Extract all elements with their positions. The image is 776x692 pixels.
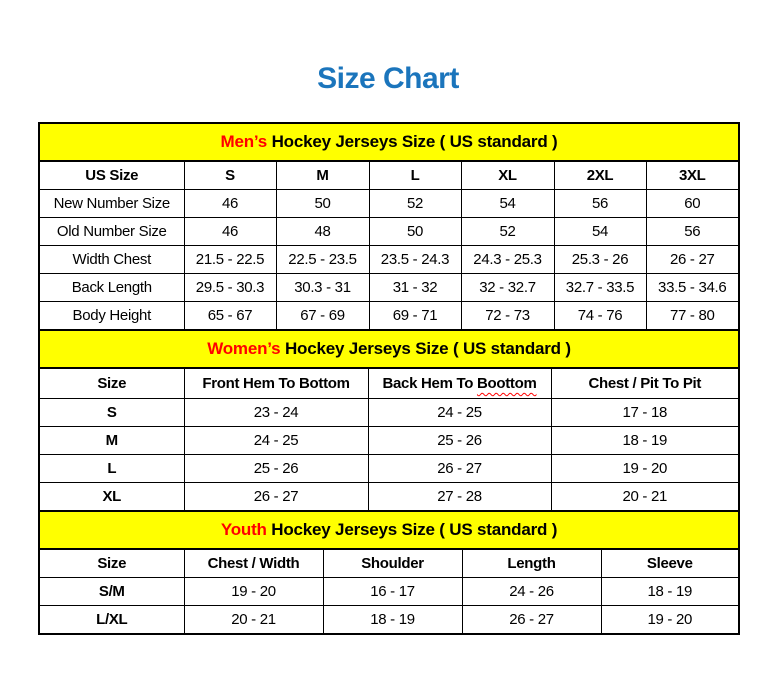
cell: 65 - 67 — [184, 302, 276, 331]
table-row — [39, 190, 739, 218]
row-label: S — [39, 399, 184, 427]
womens-header-row — [39, 368, 739, 399]
column-header-back-hem — [368, 368, 551, 399]
cell: 26 - 27 — [184, 483, 368, 512]
cell: 19 - 20 — [184, 578, 323, 606]
row-label: M — [39, 427, 184, 455]
cell: 20 - 21 — [551, 483, 739, 512]
cell: 24 - 25 — [368, 399, 551, 427]
table-row — [39, 483, 739, 512]
cell: 24.3 - 25.3 — [461, 246, 554, 274]
table-row — [39, 302, 739, 331]
cell: 29.5 - 30.3 — [184, 274, 276, 302]
row-label: S/M — [39, 578, 184, 606]
page-title: Size Chart — [317, 62, 459, 95]
cell: 48 — [276, 218, 369, 246]
table-row — [39, 578, 739, 606]
cell: 50 — [276, 190, 369, 218]
womens-section-title-highlight: Women’s — [207, 339, 281, 358]
womens-size-table — [38, 329, 740, 512]
cell: 77 - 80 — [646, 302, 739, 331]
row-label: New Number Size — [39, 190, 184, 218]
cell: 56 — [646, 218, 739, 246]
column-header: Front Hem To Bottom — [184, 368, 368, 399]
cell: 54 — [461, 190, 554, 218]
cell: 27 - 28 — [368, 483, 551, 512]
cell: 26 - 27 — [646, 246, 739, 274]
row-label: Back Length — [39, 274, 184, 302]
size-chart-tables — [38, 122, 738, 635]
mens-section-title-rest: Hockey Jerseys Size ( US standard ) — [267, 132, 558, 151]
table-row — [39, 218, 739, 246]
table-row — [39, 455, 739, 483]
cell: 46 — [184, 218, 276, 246]
cell: 18 - 19 — [323, 606, 462, 635]
womens-section-title — [39, 330, 739, 368]
cell: 54 — [554, 218, 646, 246]
table-row — [39, 399, 739, 427]
table-row — [39, 427, 739, 455]
cell: 22.5 - 23.5 — [276, 246, 369, 274]
column-header: L — [369, 161, 461, 190]
column-header: S — [184, 161, 276, 190]
cell: 25 - 26 — [368, 427, 551, 455]
cell: 20 - 21 — [184, 606, 323, 635]
cell: 50 — [369, 218, 461, 246]
back-hem-misspelled-word: Boottom — [476, 375, 537, 392]
column-header: Size — [39, 368, 184, 399]
mens-section-title-highlight: Men’s — [220, 132, 268, 151]
cell: 24 - 26 — [462, 578, 601, 606]
cell: 21.5 - 22.5 — [184, 246, 276, 274]
column-header: Chest / Pit To Pit — [551, 368, 739, 399]
table-row — [39, 246, 739, 274]
cell: 46 — [184, 190, 276, 218]
cell: 24 - 25 — [184, 427, 368, 455]
youth-section-title-highlight: Youth — [220, 520, 267, 539]
column-header: Chest / Width — [184, 549, 323, 578]
youth-header-row — [39, 549, 739, 578]
mens-size-table — [38, 122, 740, 331]
cell: 69 - 71 — [369, 302, 461, 331]
womens-section-title-rest: Hockey Jerseys Size ( US standard ) — [280, 339, 571, 358]
cell: 18 - 19 — [551, 427, 739, 455]
column-header: XL — [461, 161, 554, 190]
mens-header-row — [39, 161, 739, 190]
womens-section-band — [39, 330, 739, 368]
cell: 33.5 - 34.6 — [646, 274, 739, 302]
youth-section-title — [39, 511, 739, 549]
table-row — [39, 606, 739, 635]
cell: 31 - 32 — [369, 274, 461, 302]
column-header: 3XL — [646, 161, 739, 190]
youth-section-band — [39, 511, 739, 549]
row-label: Old Number Size — [39, 218, 184, 246]
cell: 26 - 27 — [368, 455, 551, 483]
cell: 25.3 - 26 — [554, 246, 646, 274]
cell: 19 - 20 — [551, 455, 739, 483]
row-label: L/XL — [39, 606, 184, 635]
table-row — [39, 274, 739, 302]
cell: 67 - 69 — [276, 302, 369, 331]
cell: 19 - 20 — [601, 606, 739, 635]
youth-size-table — [38, 510, 740, 635]
column-header: Length — [462, 549, 601, 578]
cell: 17 - 18 — [551, 399, 739, 427]
cell: 72 - 73 — [461, 302, 554, 331]
column-header: 2XL — [554, 161, 646, 190]
row-label: XL — [39, 483, 184, 512]
column-header: M — [276, 161, 369, 190]
cell: 30.3 - 31 — [276, 274, 369, 302]
cell: 23 - 24 — [184, 399, 368, 427]
cell: 74 - 76 — [554, 302, 646, 331]
cell: 26 - 27 — [462, 606, 601, 635]
row-label: Width Chest — [39, 246, 184, 274]
cell: 32 - 32.7 — [461, 274, 554, 302]
row-label: L — [39, 455, 184, 483]
cell: 23.5 - 24.3 — [369, 246, 461, 274]
cell: 52 — [369, 190, 461, 218]
cell: 52 — [461, 218, 554, 246]
cell: 32.7 - 33.5 — [554, 274, 646, 302]
column-header: Shoulder — [323, 549, 462, 578]
cell: 18 - 19 — [601, 578, 739, 606]
column-header: US Size — [39, 161, 184, 190]
cell: 56 — [554, 190, 646, 218]
column-header: Sleeve — [601, 549, 739, 578]
back-hem-prefix: Back Hem To — [382, 375, 477, 392]
youth-section-title-rest: Hockey Jerseys Size ( US standard ) — [266, 520, 558, 539]
cell: 25 - 26 — [184, 455, 368, 483]
mens-section-title — [39, 123, 739, 161]
column-header: Size — [39, 549, 184, 578]
cell: 16 - 17 — [323, 578, 462, 606]
row-label: Body Height — [39, 302, 184, 331]
mens-section-band — [39, 123, 739, 161]
cell: 60 — [646, 190, 739, 218]
